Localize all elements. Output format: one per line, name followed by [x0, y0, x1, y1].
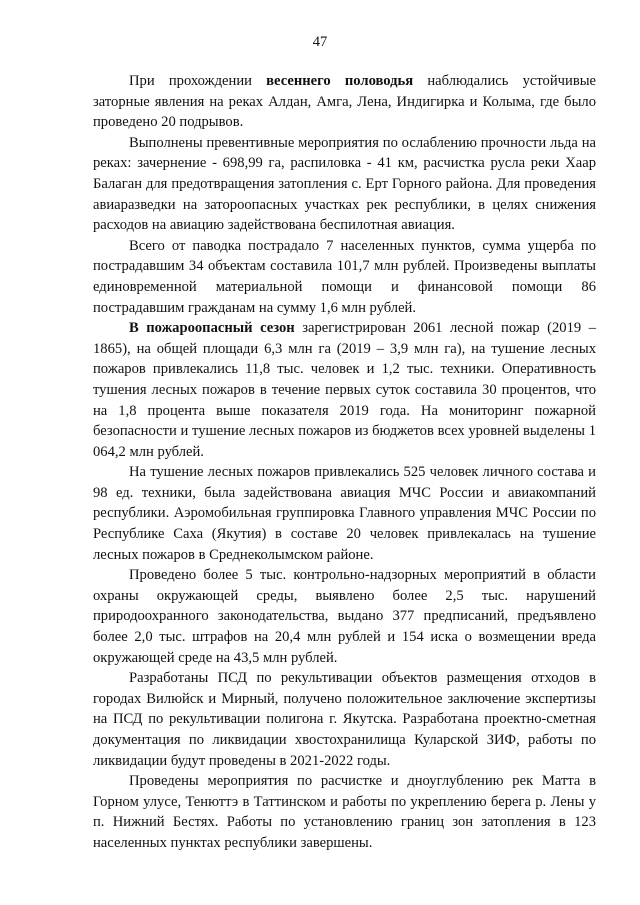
- paragraph-fire-season: [93, 318, 596, 462]
- paragraph-text: Всего от паводка пострадало 7 населенных пунктов, сумма ущерба по пострадавшим 34 объектам составила 101,7 млн рублей. Произведены выплаты единовременной материальной помощи и финансовой помощи 86 пострадавшим гражданам на сумму 1,6 млн рублей.: [93, 237, 596, 316]
- paragraph-spring-flood: [93, 71, 596, 133]
- paragraph-environmental-inspections: [93, 565, 596, 668]
- paragraph-firefighting-resources: [93, 462, 596, 565]
- paragraph-ice-measures: [93, 133, 596, 236]
- paragraph-lead: При прохождении: [129, 73, 267, 89]
- paragraph-flood-damage: [93, 236, 596, 318]
- paragraph-text: Проведено более 5 тыс. контрольно-надзорных мероприятий в области охраны окружающей среды, выявлено более 2,5 тыс. нарушений природоохранного законодательства, выдано 377 предписаний, предъявлено более 2,0 тыс. штрафов на 20,4 млн рублей и 154 иска о возмещении вреда окружающей среде на 43,5 млн рублей.: [93, 567, 596, 666]
- paragraph-text: Разработаны ПСД по рекультивации объектов размещения отходов в городах Вилюйск и Мирный, получено положительное заключение экспертизы на ПСД по рекультивации полигона г. Якутска. Разработана проектно-сметная документация по ликвидации хвостохранилища Куларской ЗИФ, работы по ликвидации будут проведены в 2021-2022 годы.: [93, 670, 596, 769]
- paragraph-text: наблюдались устойчивые заторные явления на реках Алдан, Амга, Лена, Индигирка и Колыма, где было проведено 20 подрывов.: [93, 73, 596, 131]
- paragraph-text: Проведены мероприятия по расчистке и дноуглублению рек Матта в Горном улусе, Тенюттэ в Таттинском и работы по укреплению берега р. Лены у п. Нижний Бестях. Работы по установлению границ зон затопления в 123 населенных пунктах республики завершены.: [93, 773, 596, 851]
- paragraph-text: зарегистрирован 2061 лесной пожар (2019 – 1865), на общей площади 6,3 млн га (2019 – 3,9 млн га), на тушение лесных пожаров привлекались 11,8 тыс. человек и 1,2 тыс. техники. Оперативность тушения лесных пожаров в течение первых суток составила 30 процентов, что на 1,8 процента выше показателя 2019 года. На мониторинг пожарной безопасности и тушение лесных пожаров из бюджетов всех уровней выделены 1 064,2 млн рублей.: [93, 320, 596, 460]
- paragraph-text: На тушение лесных пожаров привлекались 525 человек личного состава и 98 ед. техники, была задействована авиация МЧС России и авиакомпаний республики. Аэромобильная группировка Главного управления МЧС России по Республике Саха (Якутия) в составе 20 человек привлекалась на тушение лесных пожаров в Среднеколымском районе.: [93, 464, 596, 563]
- page-number: 47: [312, 34, 328, 50]
- document-body: [93, 71, 596, 854]
- paragraph-river-dredging: [93, 771, 596, 853]
- paragraph-text: Выполнены превентивные мероприятия по ослаблению прочности льда на реках: зачернение - 698,99 га, распиловка - 41 км, расчистка русла реки Хаар Балаган для предотвращения затопления с. Ерт Горного района. Для проведения авиаразведки на затороопасных участках рек республики, в целях снижения расходов на авиацию задействована беспилотная авиация.: [93, 134, 596, 234]
- paragraph-bold-term: весеннего половодья: [266, 73, 414, 89]
- paragraph-bold-term: В пожароопасный сезон: [129, 320, 295, 337]
- paragraph-waste-recultivation: [93, 668, 596, 771]
